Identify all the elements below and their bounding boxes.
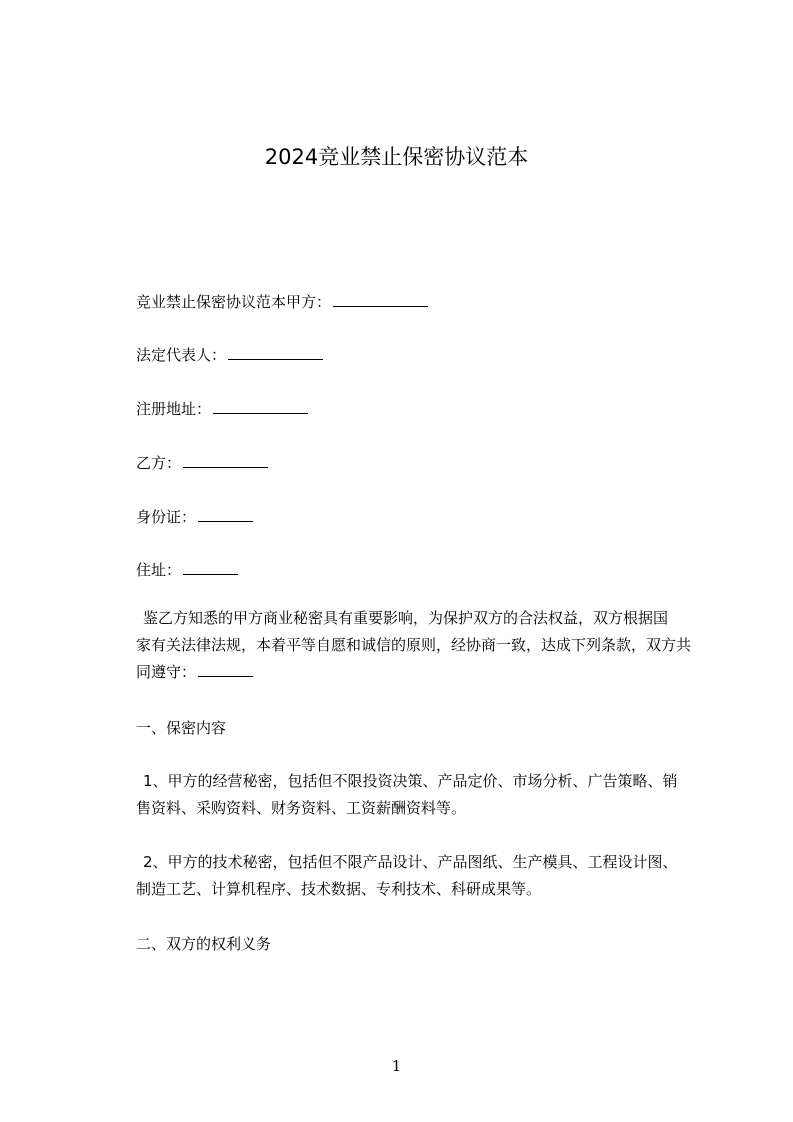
id-card-label: 身份证：	[136, 508, 197, 526]
preamble-line-3: 同遵守：	[136, 663, 197, 681]
reg-address-blank	[213, 399, 308, 414]
section-2-heading: 二、双方的权利义务	[136, 935, 272, 953]
party-b-line	[136, 453, 268, 473]
item-2-line-2: 制造工艺、计算机程序、技术数据、专利技术、科研成果等。	[136, 880, 542, 898]
legal-rep-blank	[228, 345, 323, 360]
address-label: 住址：	[136, 561, 182, 579]
section-1-heading: 一、保密内容	[136, 719, 227, 737]
section-1-item-1	[136, 768, 716, 822]
legal-rep-label: 法定代表人：	[136, 346, 227, 364]
party-a-line	[136, 292, 428, 312]
reg-address-line	[136, 399, 308, 419]
legal-rep-line	[136, 345, 323, 365]
page-number: 1	[391, 1057, 402, 1075]
item-1-line-1: 1、甲方的经营秘密，包括但不限投资决策、产品定价、市场分析、广告策略、销	[143, 772, 678, 790]
party-b-blank	[183, 453, 268, 468]
address-blank	[183, 560, 238, 575]
preamble-line-2: 家有关法律法规，本着平等自愿和诚信的原则，经协商一致，达成下列条款，双方共	[136, 636, 692, 654]
party-b-label: 乙方：	[136, 454, 182, 472]
id-card-line	[136, 507, 253, 527]
preamble-line-1: 鉴乙方知悉的甲方商业秘密具有重要影响，为保护双方的合法权益，双方根据国	[143, 609, 669, 627]
party-a-label: 竞业禁止保密协议范本甲方：	[136, 293, 332, 311]
reg-address-label: 注册地址：	[136, 400, 212, 418]
preamble-blank	[198, 662, 253, 677]
item-2-line-1: 2、甲方的技术秘密，包括但不限产品设计、产品图纸、生产模具、工程设计图、	[143, 853, 678, 871]
address-line	[136, 560, 238, 580]
item-1-line-2: 售资料、采购资料、财务资料、工资薪酬资料等。	[136, 799, 467, 817]
section-1-item-2	[136, 849, 716, 903]
party-a-blank	[333, 292, 428, 307]
id-card-blank	[198, 507, 253, 522]
preamble-paragraph	[136, 605, 716, 686]
document-title: 2024竞业禁止保密协议范本	[264, 145, 529, 169]
